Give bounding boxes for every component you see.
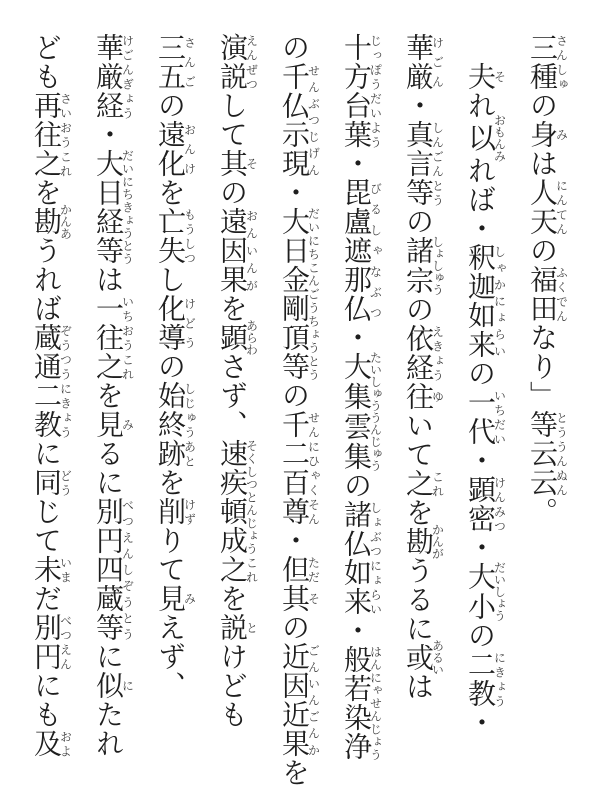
ruby-segment: 之これ: [402, 469, 445, 498]
text-segment: は: [526, 149, 557, 178]
furigana: み: [120, 410, 135, 439]
furigana: あらわ: [244, 319, 259, 356]
text-segment: ・: [464, 533, 495, 563]
furigana: しょぶつにょらい: [368, 500, 383, 616]
ruby-segment: 毘盧遮那仏びるしゃなぶつ: [340, 178, 383, 323]
ruby-segment: 等とう: [526, 410, 569, 439]
ruby-segment: 大日経等だいにちきょうとう: [92, 149, 135, 265]
furigana: いちおうこれ: [120, 294, 135, 381]
ruby-segment: 千二百尊せんにひゃくそん: [278, 410, 321, 526]
text-segment: し: [154, 265, 185, 294]
ruby-segment: 但ただ: [278, 555, 321, 584]
furigana: み: [182, 584, 197, 613]
ruby-segment: 削けず: [154, 497, 197, 526]
furigana: どう: [58, 468, 73, 497]
furigana: だいしょう: [492, 561, 507, 622]
text-segment: れば・: [464, 156, 495, 244]
text-segment: に: [92, 642, 123, 671]
text-column-7: [138, 33, 200, 786]
furigana: もうしつ: [182, 207, 197, 265]
ruby-segment: 別円べつえん: [30, 613, 73, 671]
ruby-segment: 見み: [92, 410, 135, 439]
text-segment: たれ: [92, 700, 123, 758]
vertical-text-block: [10, 0, 600, 800]
ruby-segment: 身み: [526, 120, 569, 149]
furigana: ふくでん: [554, 265, 569, 323]
furigana: そ: [492, 62, 507, 92]
ruby-segment: 千仏示現せんぶつじげん: [278, 62, 321, 178]
text-segment: を: [30, 178, 61, 207]
ruby-segment: 二教にきょう: [464, 650, 507, 709]
text-segment: の: [464, 359, 495, 389]
furigana: せんぶつじげん: [306, 62, 321, 178]
text-segment: の: [402, 295, 433, 324]
ruby-segment: 諸仏如来しょぶつにょらい: [340, 500, 383, 616]
text-segment: ・: [92, 120, 123, 149]
text-segment: にも: [30, 671, 61, 729]
text-column-6: [200, 33, 262, 786]
ruby-segment: 蔵通二教ぞうつうにきょう: [30, 323, 73, 439]
ruby-segment: 三五さんご: [154, 33, 197, 91]
furigana: これ: [244, 555, 259, 584]
ruby-segment: 勘かんが: [402, 523, 445, 560]
ruby-segment: 夫そ: [464, 62, 507, 92]
furigana: さいおうこれ: [58, 91, 73, 178]
text-segment: の: [278, 33, 309, 62]
furigana: ゆ: [430, 382, 445, 411]
text-column-1: [510, 33, 572, 786]
furigana: いちだい: [492, 388, 507, 447]
text-segment: ・: [340, 323, 371, 352]
ruby-segment: 大小だいしょう: [464, 561, 507, 622]
ruby-segment: 三種さんしゅ: [526, 33, 569, 91]
furigana: かんが: [430, 523, 445, 560]
ruby-segment: 往ゆ: [402, 382, 445, 411]
text-column-2: [448, 33, 510, 786]
furigana: だいにちこんごうちょうとう: [306, 207, 321, 381]
ruby-segment: 真言等しんごんとう: [402, 120, 445, 207]
furigana: うんぬん: [554, 439, 569, 497]
furigana: しょしゅう: [430, 235, 445, 296]
text-segment: れ: [464, 91, 495, 121]
ruby-segment: 十方台葉じっぽうだいよう: [340, 33, 383, 149]
ruby-segment: 大集雲集たいしゅううんじゅう: [340, 351, 383, 472]
furigana: たいしゅううんじゅう: [368, 351, 383, 472]
ruby-segment: 以おもんみ: [464, 114, 507, 163]
text-segment: を: [92, 381, 123, 410]
text-segment: ・: [402, 91, 433, 120]
text-segment: ・: [340, 149, 371, 178]
ruby-segment: 速疾頓成そくしつとんじょう: [216, 439, 259, 555]
furigana: おもんみ: [492, 114, 507, 163]
ruby-segment: 再往之さいおうこれ: [30, 91, 73, 178]
text-column-8: [76, 33, 138, 786]
furigana: しゃかにょらい: [492, 243, 507, 360]
text-segment: ・: [464, 446, 495, 476]
ruby-segment: 釈迦如来しゃかにょらい: [464, 243, 507, 360]
ruby-segment: 依経えきょう: [402, 324, 445, 382]
furigana: だいにちきょうとう: [120, 149, 135, 265]
text-segment: を: [154, 468, 185, 497]
text-column-5: [262, 33, 324, 786]
text-segment: の: [526, 91, 557, 120]
furigana: けどう: [182, 294, 197, 352]
ruby-segment: 遠因果おんいんが: [216, 207, 259, 294]
ruby-segment: 同どう: [30, 468, 73, 497]
text-segment: ・: [340, 616, 371, 645]
ruby-segment: 般若染浄はんにゃせんじょう: [340, 645, 383, 761]
furigana: あと: [182, 439, 197, 468]
text-segment: の: [340, 471, 371, 500]
text-segment: は: [402, 672, 433, 701]
furigana: けんみつ: [492, 475, 507, 534]
ruby-segment: 顕あらわ: [216, 319, 259, 356]
text-segment: の: [526, 236, 557, 265]
text-segment: は: [92, 265, 123, 294]
text-segment: の: [402, 207, 433, 236]
ruby-segment: 勘かんあ: [30, 203, 73, 240]
ruby-segment: 云云うんぬん: [526, 439, 569, 497]
furigana: と: [244, 613, 259, 642]
furigana: えきょう: [430, 324, 445, 382]
furigana: えんぜつ: [244, 33, 259, 91]
text-column-4: [324, 33, 386, 786]
furigana: いま: [58, 555, 73, 584]
furigana: おんけ: [182, 120, 197, 178]
text-segment: けども: [216, 642, 247, 729]
text-segment: だ: [30, 584, 61, 613]
text-segment: うれば: [30, 236, 61, 323]
ruby-segment: 演説えんぜつ: [216, 33, 259, 91]
text-column-9: [14, 33, 76, 786]
text-segment: を: [216, 294, 247, 323]
furigana: けず: [182, 497, 197, 526]
furigana: しじゅう: [182, 381, 197, 439]
ruby-segment: 化導けどう: [154, 294, 197, 352]
ruby-segment: 亡失もうしつ: [154, 207, 197, 265]
text-segment: を: [154, 178, 185, 207]
furigana: に: [120, 671, 135, 700]
furigana: べつえんしぞうとう: [120, 497, 135, 642]
furigana: ごんいんごんか: [306, 642, 321, 758]
furigana: そ: [244, 149, 259, 178]
text-segment: ・: [278, 178, 309, 207]
ruby-segment: 華厳経けごんぎょう: [92, 33, 135, 120]
ruby-segment: 近因近果ごんいんごんか: [278, 642, 321, 758]
text-segment: いて: [402, 411, 433, 469]
ruby-segment: 大日金剛頂等だいにちこんごうちょうとう: [278, 207, 321, 381]
text-segment: の: [278, 613, 309, 642]
ruby-segment: 華厳けごん: [402, 33, 445, 91]
furigana: はんにゃせんじょう: [368, 645, 383, 761]
furigana: けごんぎょう: [120, 33, 135, 120]
furigana: み: [554, 120, 569, 149]
text-segment: じて: [30, 497, 61, 555]
text-segment: うるに: [402, 556, 433, 643]
furigana: おんいんが: [244, 207, 259, 294]
ruby-segment: 諸宗しょしゅう: [402, 235, 445, 296]
text-segment: の: [154, 91, 185, 120]
furigana: ただ: [306, 555, 321, 584]
furigana: これ: [430, 469, 445, 498]
ruby-segment: 遠化おんけ: [154, 120, 197, 178]
furigana: あるい: [430, 639, 445, 676]
text-segment: の: [464, 621, 495, 651]
furigana: けごん: [430, 33, 445, 91]
furigana: びるしゃなぶつ: [368, 178, 383, 323]
ruby-segment: 未いま: [30, 555, 73, 584]
furigana: べつえん: [58, 613, 73, 671]
text-column-3: [386, 33, 448, 786]
ruby-segment: 其そ: [278, 584, 321, 613]
furigana: およ: [58, 729, 73, 758]
ruby-segment: 別円四蔵等べつえんしぞうとう: [92, 497, 135, 642]
ruby-segment: 其そ: [216, 149, 259, 178]
furigana: にきょう: [492, 650, 507, 709]
furigana: かんあ: [58, 203, 73, 240]
text-segment: ・: [278, 526, 309, 555]
ruby-segment: 似に: [92, 671, 135, 700]
furigana: とう: [554, 410, 569, 439]
text-segment: を: [402, 498, 433, 527]
ruby-segment: 福田ふくでん: [526, 265, 569, 323]
ruby-segment: 一往之いちおうこれ: [92, 294, 135, 381]
furigana: さんご: [182, 33, 197, 91]
furigana: ぞうつうにきょう: [58, 323, 73, 439]
ruby-segment: 人天にんてん: [526, 178, 569, 236]
furigana: せんにひゃくそん: [306, 410, 321, 526]
ruby-segment: 顕密けんみつ: [464, 475, 507, 534]
text-segment: を: [278, 758, 309, 787]
furigana: にんてん: [554, 178, 569, 236]
ruby-segment: 説と: [216, 613, 259, 642]
furigana: そ: [306, 584, 321, 613]
furigana: じっぽうだいよう: [368, 33, 383, 149]
ruby-segment: 始終しじゅう: [154, 381, 197, 439]
ruby-segment: 及およ: [30, 729, 73, 758]
furigana: そくしつとんじょう: [244, 439, 259, 555]
ruby-segment: 之これ: [216, 555, 259, 584]
ruby-segment: 或あるい: [402, 639, 445, 676]
text-segment: さず、: [216, 352, 247, 439]
text-segment: を: [216, 584, 247, 613]
text-segment: るに: [92, 439, 123, 497]
ruby-segment: 跡あと: [154, 439, 197, 468]
text-segment: の: [216, 178, 247, 207]
text-segment: なり」: [526, 323, 557, 410]
text-segment: の: [154, 352, 185, 381]
ruby-segment: 一代いちだい: [464, 388, 507, 447]
text-segment: に: [30, 439, 61, 468]
text-segment: えず、: [154, 613, 185, 700]
text-segment: して: [216, 91, 247, 149]
text-segment: 。: [526, 497, 557, 526]
ruby-segment: 見み: [154, 584, 197, 613]
text-segment: の: [278, 381, 309, 410]
furigana: しんごんとう: [430, 120, 445, 207]
text-segment: ども: [30, 33, 61, 91]
furigana: さんしゅ: [554, 33, 569, 91]
text-segment: りて: [154, 526, 185, 584]
text-segment: ・: [464, 708, 495, 738]
